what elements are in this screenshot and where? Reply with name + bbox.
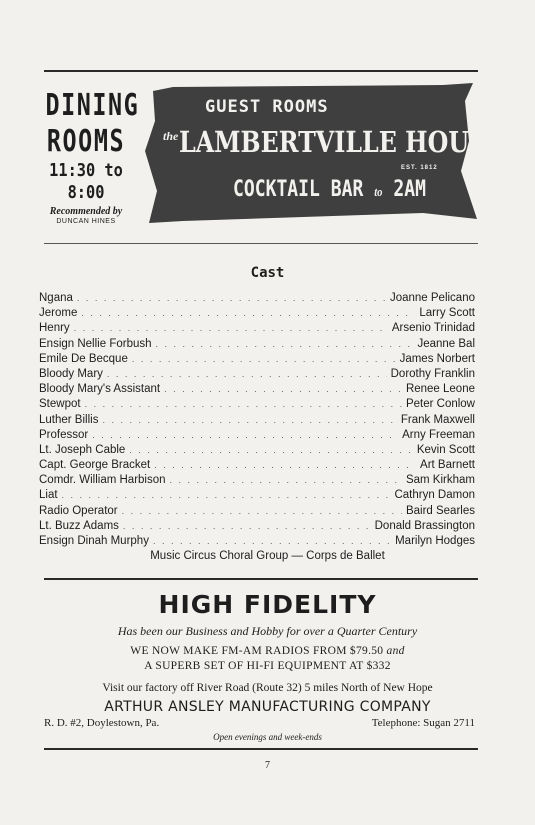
hifi-company: ARTHUR ANSLEY MANUFACTURING COMPANY bbox=[104, 699, 431, 715]
cast-row bbox=[39, 459, 475, 474]
hifi-radios bbox=[0, 645, 535, 657]
cast-role: Stewpot bbox=[39, 398, 81, 411]
cast-actor: Donald Brassington bbox=[374, 519, 475, 532]
hifi-address: R. D. #2, Doylestown, Pa. bbox=[44, 717, 160, 729]
cast-row bbox=[39, 489, 475, 504]
dining-hours: 11:30 to 8:00 bbox=[49, 160, 123, 203]
cast-row bbox=[39, 414, 475, 429]
cast-row bbox=[39, 444, 475, 459]
bar-hour: 2AM bbox=[393, 177, 426, 202]
cast-role: Liat bbox=[39, 489, 58, 502]
leader-dots bbox=[164, 384, 402, 394]
hifi-bottom-rule bbox=[44, 748, 478, 750]
cast-role: Jerome bbox=[39, 307, 78, 320]
hifi-top-rule bbox=[44, 578, 478, 580]
cast-list bbox=[39, 292, 475, 550]
cast-actor: Arsenio Trinidad bbox=[391, 322, 475, 335]
leader-dots bbox=[123, 521, 371, 531]
leader-dots bbox=[92, 430, 398, 440]
leader-dots bbox=[129, 445, 413, 455]
hifi-tagline: Has been our Business and Hobby for over a Quarter Century bbox=[117, 624, 418, 638]
dining-line2: ROOMS bbox=[46, 124, 126, 159]
bar-label: COCKTAIL BAR bbox=[233, 177, 364, 202]
dining-line1: DINING bbox=[45, 88, 140, 123]
radios-and: and bbox=[386, 645, 405, 657]
leader-dots bbox=[74, 323, 388, 333]
cast-actor: Kevin Scott bbox=[416, 443, 475, 456]
cast-role: Ensign Dinah Murphy bbox=[39, 535, 149, 547]
leader-dots bbox=[102, 415, 396, 425]
hotel-name: LAMBERTVILLE HOUSE bbox=[179, 125, 505, 159]
cast-role: Lt. Joseph Cable bbox=[39, 443, 126, 456]
cast-actor: Arny Freeman bbox=[402, 428, 475, 441]
leader-dots bbox=[153, 536, 391, 546]
cast-role: Ensign Nellie Forbush bbox=[39, 337, 152, 350]
cast-row bbox=[39, 368, 475, 383]
cast-row bbox=[39, 322, 475, 337]
cast-actor: Art Barnett bbox=[420, 459, 475, 472]
hifi-headline: HIGH FIDELITY bbox=[158, 590, 377, 619]
cast-role: Ngana bbox=[39, 292, 73, 304]
cast-role: Bloody Mary's Assistant bbox=[39, 383, 161, 396]
cast-row bbox=[39, 353, 475, 368]
cast-role: Comdr. William Harbison bbox=[39, 474, 166, 487]
cast-actor: Jeanne Bal bbox=[417, 337, 475, 350]
cast-role: Emile De Becque bbox=[39, 352, 128, 365]
hifi-visit: Visit our factory off River Road (Route 32) 5 miles North of New Hope bbox=[102, 682, 433, 694]
hifi-superb: A SUPERB SET OF HI-FI EQUIPMENT AT $332 bbox=[144, 660, 391, 672]
cast-actor: Cathryn Damon bbox=[394, 489, 475, 502]
recommended-label: Recommended by bbox=[49, 206, 123, 217]
leader-dots bbox=[132, 354, 396, 364]
cast-row bbox=[39, 307, 475, 322]
cast-row bbox=[39, 505, 475, 520]
cast-row bbox=[39, 520, 475, 535]
guest-rooms-text: GUEST ROOMS bbox=[205, 97, 329, 117]
leader-dots bbox=[170, 475, 402, 485]
cast-actor: Peter Conlow bbox=[405, 398, 475, 411]
cast-title: Cast bbox=[250, 265, 285, 281]
cast-role: Capt. George Bracket bbox=[39, 459, 151, 472]
leader-dots bbox=[77, 293, 386, 303]
lambertville-house-sign bbox=[143, 81, 505, 226]
hifi-phone: Telephone: Sugan 2711 bbox=[371, 717, 475, 729]
cast-role: Professor bbox=[39, 428, 89, 441]
bar-to: to bbox=[374, 184, 383, 199]
cast-actor: Marilyn Hodges bbox=[395, 535, 475, 547]
cast-row bbox=[39, 474, 475, 489]
cast-actor: Sam Kirkham bbox=[405, 474, 475, 487]
ad-bottom-rule bbox=[44, 243, 478, 244]
leader-dots bbox=[154, 460, 416, 470]
cast-role: Henry bbox=[39, 322, 70, 335]
cast-role: Luther Billis bbox=[39, 413, 99, 426]
the-text: the bbox=[163, 129, 179, 143]
cast-row bbox=[39, 292, 475, 307]
cast-row bbox=[39, 398, 475, 413]
cast-role: Lt. Buzz Adams bbox=[39, 519, 119, 532]
cast-role: Radio Operator bbox=[39, 504, 118, 517]
dining-rooms-ad bbox=[34, 88, 138, 226]
leader-dots bbox=[62, 490, 391, 500]
leader-dots bbox=[85, 399, 402, 409]
hifi-hours: Open evenings and week-ends bbox=[213, 732, 322, 742]
cast-row bbox=[39, 429, 475, 444]
established-text: EST. 1812 bbox=[401, 165, 438, 171]
chorus-credit: Music Circus Choral Group — Corps de Ballet bbox=[150, 550, 385, 562]
top-rule bbox=[44, 70, 478, 72]
cocktail-bar-text bbox=[233, 177, 426, 202]
cast-actor: Frank Maxwell bbox=[400, 413, 475, 426]
radios-text: WE NOW MAKE FM-AM RADIOS FROM $79.50 bbox=[130, 645, 384, 657]
recommender-name: DUNCAN HINES bbox=[56, 218, 116, 225]
leader-dots bbox=[122, 506, 402, 516]
page-number: 7 bbox=[265, 760, 270, 771]
cast-actor: Baird Searles bbox=[405, 504, 475, 517]
cast-row bbox=[39, 383, 475, 398]
cast-actor: Larry Scott bbox=[419, 307, 475, 320]
leader-dots bbox=[107, 369, 387, 379]
cast-row bbox=[39, 338, 475, 353]
cast-actor: Dorothy Franklin bbox=[390, 367, 475, 380]
cast-actor: Renee Leone bbox=[405, 383, 475, 396]
cast-row bbox=[39, 535, 475, 550]
leader-dots bbox=[156, 339, 414, 349]
cast-actor: James Norbert bbox=[399, 352, 475, 365]
cast-actor: Joanne Pelicano bbox=[389, 292, 475, 304]
leader-dots bbox=[81, 308, 415, 318]
cast-role: Bloody Mary bbox=[39, 367, 103, 380]
